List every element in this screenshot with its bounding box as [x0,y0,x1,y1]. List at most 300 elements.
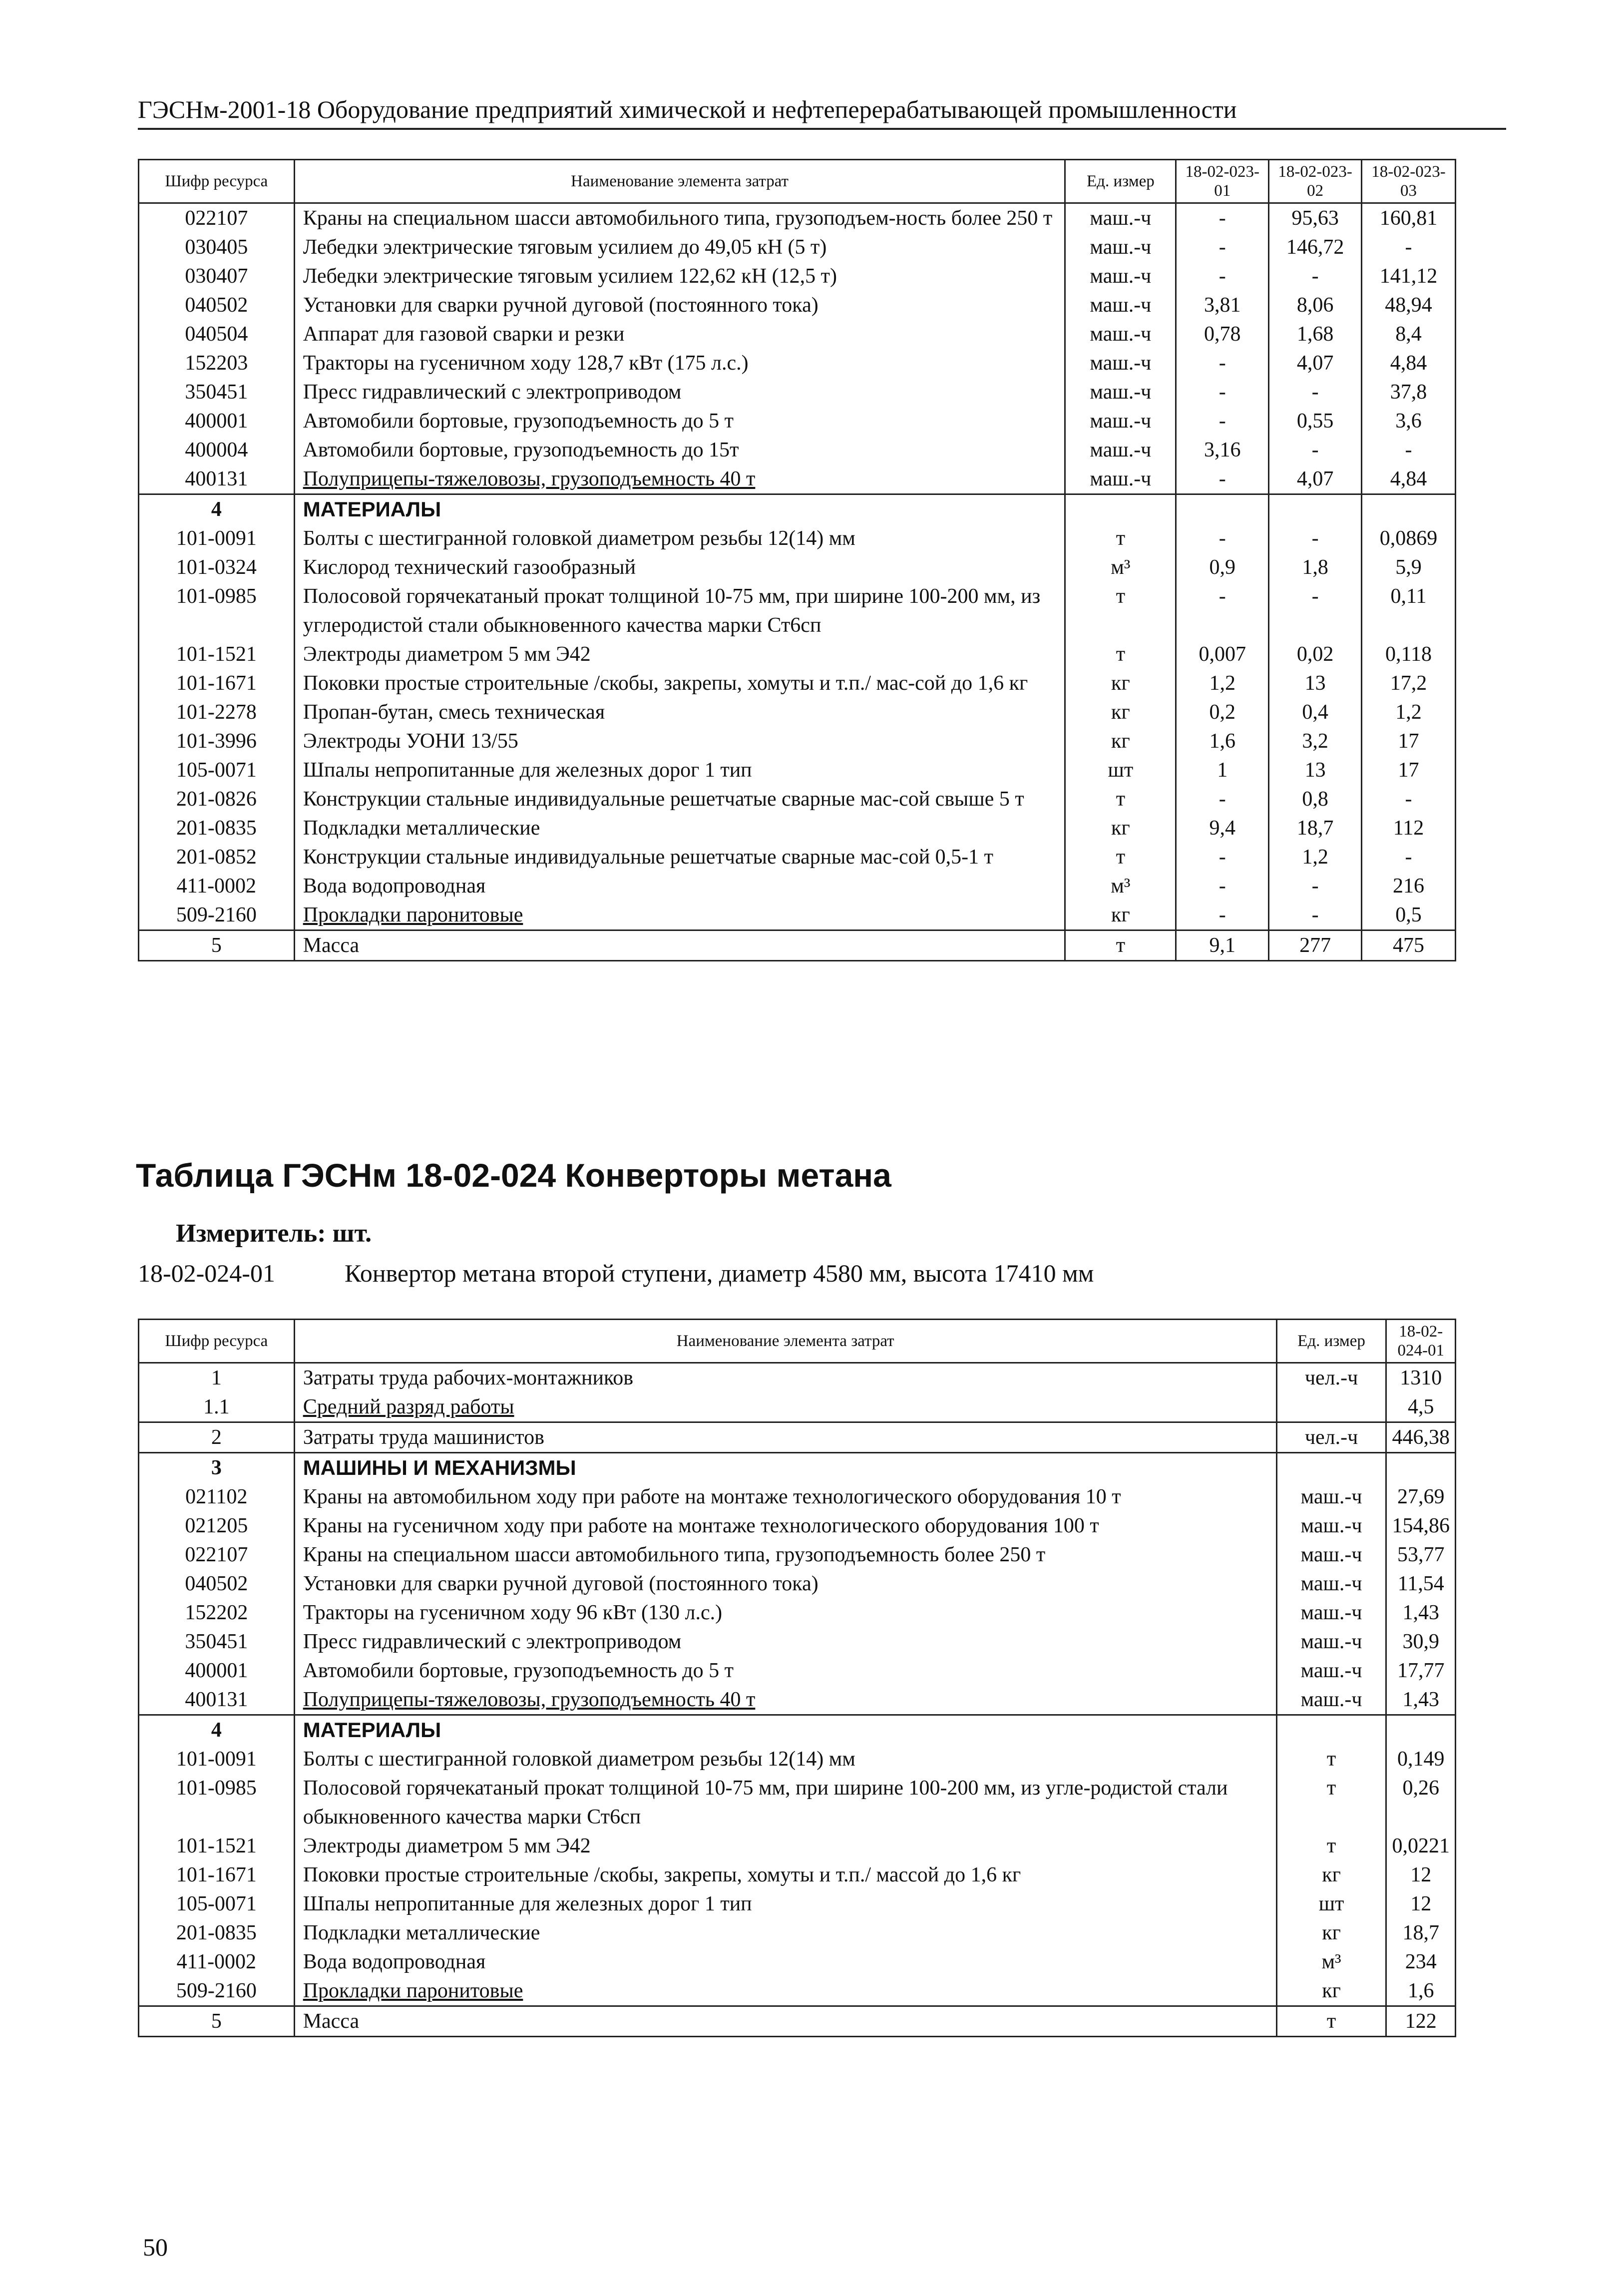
table-row [139,553,1456,582]
resource-code: 040502 [139,291,295,320]
table-title: Таблица ГЭСНм 18-02-024 Конверторы метана [136,1157,891,1194]
measure-unit [176,1219,372,1248]
unit-cell: т [1276,1832,1386,1860]
value-cell: 1,43 [1386,1685,1456,1715]
value-cell: 216 [1362,872,1456,901]
unit-cell: т [1065,582,1176,640]
resource-name: Затраты труда рабочих-монтажников [294,1363,1276,1393]
table-row [139,640,1456,669]
value-cell: 4,07 [1269,464,1362,494]
resource-name: Вода водопроводная [294,872,1065,901]
value-cell: 1,6 [1386,1976,1456,2006]
resource-name: Электроды диаметром 5 мм Э42 [294,640,1065,669]
table-row [139,1569,1456,1598]
column-header-code: Шифр ресурса [139,160,295,203]
unit-cell: шт [1065,756,1176,785]
value-cell: 53,77 [1386,1540,1456,1569]
value-cell: 12 [1386,1860,1456,1889]
value-cell: - [1269,582,1362,640]
table-row [139,756,1456,785]
value-cell: - [1176,582,1269,640]
resource-code: 201-0826 [139,785,295,814]
unit-cell: маш.-ч [1276,1482,1386,1511]
resource-code: 201-0835 [139,814,295,843]
resource-name: Болты с шестигранной головкой диаметром резьбы 12(14) мм [294,524,1065,553]
unit-cell: маш.-ч [1065,203,1176,233]
table-row [139,1422,1456,1453]
norm-description: Конвертор метана второй ступени, диаметр 4580 мм, высота 17410 мм [345,1259,1094,1287]
unit-cell: чел.-ч [1276,1363,1386,1393]
table-row [139,524,1456,553]
column-header-norm: 18-02-024-01 [1386,1320,1456,1363]
resource-code: 400131 [139,464,295,494]
value-cell: 17,77 [1386,1656,1456,1685]
resource-name: Средний разряд работы [294,1392,1276,1422]
value-cell: 1,6 [1176,727,1269,756]
table-row [139,1774,1456,1832]
table-row [139,1598,1456,1627]
resource-name: Подкладки металлические [294,1918,1276,1947]
value-cell: 141,12 [1362,262,1456,291]
value-cell: - [1176,464,1269,494]
unit-cell: маш.-ч [1276,1569,1386,1598]
value-cell: 0,0869 [1362,524,1456,553]
resource-code: 021205 [139,1511,295,1540]
resource-code: 3 [139,1453,295,1483]
table-row [139,727,1456,756]
resource-code: 030407 [139,262,295,291]
column-header-norm: 18-02-023-03 [1362,160,1456,203]
resource-name: Аппарат для газовой сварки и резки [294,320,1065,349]
value-cell: - [1362,785,1456,814]
resource-code: 101-1671 [139,669,295,698]
resource-code: 411-0002 [139,1947,295,1976]
value-cell: 3,2 [1269,727,1362,756]
table-row [139,1392,1456,1422]
resource-code: 411-0002 [139,872,295,901]
resource-name: Масса [294,930,1065,961]
resource-name: Полосовой горячекатаный прокат толщиной 10-75 мм, при ширине 100-200 мм, из угле-родистой стали обыкновенного качества марки Ст6сп [294,1774,1276,1832]
table-row [139,349,1456,378]
value-cell: 160,81 [1362,203,1456,233]
resource-name: Прокладки паронитовые [294,901,1065,930]
resource-name: Болты с шестигранной головкой диаметром резьбы 12(14) мм [294,1745,1276,1774]
resource-name: МАТЕРИАЛЫ [294,1715,1276,1745]
value-cell: 12 [1386,1889,1456,1918]
resource-code: 101-0985 [139,582,295,640]
resource-code: 400001 [139,1656,295,1685]
table-row [139,378,1456,407]
value-cell: 234 [1386,1947,1456,1976]
value-cell: 446,38 [1386,1422,1456,1453]
resource-code: 400001 [139,407,295,436]
value-cell: 1,2 [1176,669,1269,698]
resource-name: Полосовой горячекатаный прокат толщиной 10-75 мм, при ширине 100-200 мм, из углеродистой стали обыкновенного качества марки Ст6сп [294,582,1065,640]
value-cell: 18,7 [1269,814,1362,843]
column-header-name: Наименование элемента затрат [294,1320,1276,1363]
page-number: 50 [143,2233,168,2261]
resource-code: 022107 [139,1540,295,1569]
value-cell: 0,4 [1269,698,1362,727]
unit-cell: кг [1276,1976,1386,2006]
resource-code: 105-0071 [139,1889,295,1918]
table-row [139,1860,1456,1889]
value-cell: 0,02 [1269,640,1362,669]
value-cell: - [1362,436,1456,464]
value-cell: - [1269,872,1362,901]
resource-name: Краны на специальном шасси автомобильного типа, грузоподъемность более 250 т [294,1540,1276,1569]
value-cell: - [1269,524,1362,553]
value-cell: 0,8 [1269,785,1362,814]
table-row [139,1976,1456,2006]
value-cell: 18,7 [1386,1918,1456,1947]
value-cell: 0,11 [1362,582,1456,640]
value-cell: 0,2 [1176,698,1269,727]
value-cell: 1,43 [1386,1598,1456,1627]
table-row [139,843,1456,872]
unit-cell: т [1065,843,1176,872]
unit-cell: кг [1065,727,1176,756]
column-header-norm: 18-02-023-02 [1269,160,1362,203]
resource-name: Электроды диаметром 5 мм Э42 [294,1832,1276,1860]
resource-code: 2 [139,1422,295,1453]
value-cell: 1310 [1386,1363,1456,1393]
value-cell: 0,55 [1269,407,1362,436]
table-row [139,1627,1456,1656]
value-cell: 9,4 [1176,814,1269,843]
value-cell: 17,2 [1362,669,1456,698]
unit-cell [1276,1453,1386,1483]
unit-cell: т [1065,930,1176,961]
unit-cell: м³ [1276,1947,1386,1976]
resource-name: Конструкции стальные индивидуальные решетчатые сварные мас-сой 0,5-1 т [294,843,1065,872]
resource-code: 101-2278 [139,698,295,727]
measure-value: шт. [332,1219,372,1248]
value-cell [1269,494,1362,524]
resource-code: 1 [139,1363,295,1393]
resource-code: 101-1671 [139,1860,295,1889]
resource-code: 040502 [139,1569,295,1598]
unit-cell: чел.-ч [1276,1422,1386,1453]
table-row [139,1511,1456,1540]
table-row [139,1745,1456,1774]
resource-code: 350451 [139,1627,295,1656]
value-cell: 277 [1269,930,1362,961]
resource-name: Тракторы на гусеничном ходу 96 кВт (130 л.с.) [294,1598,1276,1627]
resource-name: Установки для сварки ручной дуговой (постоянного тока) [294,1569,1276,1598]
value-cell: 4,84 [1362,349,1456,378]
resource-code: 030405 [139,233,295,262]
table-row [139,1832,1456,1860]
unit-cell: кг [1065,669,1176,698]
unit-cell: т [1065,524,1176,553]
resource-code: 101-1521 [139,1832,295,1860]
resource-name: Полуприцепы-тяжеловозы, грузоподъемность 40 т [294,464,1065,494]
resource-name: Автомобили бортовые, грузоподъемность до 15т [294,436,1065,464]
unit-cell: маш.-ч [1276,1540,1386,1569]
value-cell: 27,69 [1386,1482,1456,1511]
unit-cell: маш.-ч [1065,436,1176,464]
resource-name: Установки для сварки ручной дуговой (постоянного тока) [294,291,1065,320]
resource-name: Прокладки паронитовые [294,1976,1276,2006]
table-row [139,872,1456,901]
resource-code: 152202 [139,1598,295,1627]
unit-cell [1065,494,1176,524]
table-row [139,814,1456,843]
value-cell: 4,5 [1386,1392,1456,1422]
resource-name: Автомобили бортовые, грузоподъемность до 5 т [294,1656,1276,1685]
value-cell: 9,1 [1176,930,1269,961]
table-row [139,436,1456,464]
unit-cell: маш.-ч [1276,1511,1386,1540]
unit-cell: кг [1276,1918,1386,1947]
resource-name: Краны на специальном шасси автомобильного типа, грузоподъем-ность более 250 т [294,203,1065,233]
resource-name: Тракторы на гусеничном ходу 128,7 кВт (175 л.с.) [294,349,1065,378]
resource-code: 022107 [139,203,295,233]
table-row [139,320,1456,349]
resource-code: 101-0091 [139,524,295,553]
unit-cell: маш.-ч [1065,464,1176,494]
unit-cell [1276,1392,1386,1422]
unit-cell: кг [1065,814,1176,843]
value-cell: - [1176,524,1269,553]
value-cell [1386,1715,1456,1745]
resource-name: Краны на гусеничном ходу при работе на монтаже технологического оборудования 100 т [294,1511,1276,1540]
value-cell: - [1176,785,1269,814]
column-header-norm: 18-02-023-01 [1176,160,1269,203]
value-cell: 475 [1362,930,1456,961]
table-row [139,464,1456,494]
column-header-code: Шифр ресурса [139,1320,295,1363]
norm-code: 18-02-024-01 [138,1259,275,1287]
value-cell: 48,94 [1362,291,1456,320]
value-cell: 3,6 [1362,407,1456,436]
resource-name: Пресс гидравлический с электроприводом [294,378,1065,407]
resource-code: 350451 [139,378,295,407]
table-row [139,203,1456,233]
column-header-name: Наименование элемента затрат [294,160,1065,203]
value-cell: 0,118 [1362,640,1456,669]
unit-cell: маш.-ч [1065,233,1176,262]
table-body [139,1363,1456,2037]
resource-name: Краны на автомобильном ходу при работе на монтаже технологического оборудования 10 т [294,1482,1276,1511]
value-cell: 37,8 [1362,378,1456,407]
value-cell: 1,68 [1269,320,1362,349]
value-cell: - [1176,872,1269,901]
resource-code: 400131 [139,1685,295,1715]
resource-name: Автомобили бортовые, грузоподъемность до 5 т [294,407,1065,436]
table-header-row [139,1320,1456,1363]
resource-name: МАТЕРИАЛЫ [294,494,1065,524]
resource-name: Затраты труда машинистов [294,1422,1276,1453]
resource-name: Подкладки металлические [294,814,1065,843]
resource-code: 509-2160 [139,901,295,930]
resource-code: 1.1 [139,1392,295,1422]
measure-label: Измеритель: [176,1219,326,1248]
value-cell: 1,8 [1269,553,1362,582]
resource-name: Конструкции стальные индивидуальные решетчатые сварные мас-сой свыше 5 т [294,785,1065,814]
unit-cell: т [1276,2006,1386,2037]
value-cell: - [1362,233,1456,262]
resource-name: Пресс гидравлический с электроприводом [294,1627,1276,1656]
resource-name: Лебедки электрические тяговым усилием 122,62 кН (12,5 т) [294,262,1065,291]
value-cell: - [1269,436,1362,464]
value-cell: - [1176,233,1269,262]
table-row [139,291,1456,320]
table-row [139,901,1456,930]
table-row [139,1685,1456,1715]
resource-code: 101-3996 [139,727,295,756]
value-cell: 5,9 [1362,553,1456,582]
resource-code: 101-1521 [139,640,295,669]
table-row [139,2006,1456,2037]
resource-code: 4 [139,494,295,524]
resource-code: 021102 [139,1482,295,1511]
value-cell: 0,78 [1176,320,1269,349]
value-cell: 154,86 [1386,1511,1456,1540]
table-row [139,1715,1456,1745]
table-row [139,930,1456,961]
unit-cell: т [1276,1774,1386,1832]
resource-code: 040504 [139,320,295,349]
unit-cell: кг [1276,1860,1386,1889]
table-row [139,698,1456,727]
value-cell [1362,494,1456,524]
unit-cell: маш.-ч [1276,1656,1386,1685]
value-cell: 11,54 [1386,1569,1456,1598]
value-cell: 13 [1269,669,1362,698]
unit-cell: т [1276,1745,1386,1774]
value-cell: - [1269,901,1362,930]
value-cell: 4,84 [1362,464,1456,494]
resource-name: Вода водопроводная [294,1947,1276,1976]
value-cell: 8,4 [1362,320,1456,349]
table-header-row [139,160,1456,203]
value-cell: - [1176,349,1269,378]
column-header-unit: Ед. измер [1276,1320,1386,1363]
value-cell: 1,2 [1269,843,1362,872]
value-cell: 0,9 [1176,553,1269,582]
table-row [139,1656,1456,1685]
unit-cell: м³ [1065,872,1176,901]
value-cell: 0,0221 [1386,1832,1456,1860]
value-cell: 0,5 [1362,901,1456,930]
table-body [139,203,1456,961]
value-cell: 3,81 [1176,291,1269,320]
resource-code: 101-0324 [139,553,295,582]
table-row [139,1889,1456,1918]
value-cell: 122 [1386,2006,1456,2037]
value-cell: - [1176,843,1269,872]
resource-code: 152203 [139,349,295,378]
resource-code: 509-2160 [139,1976,295,2006]
resource-code: 105-0071 [139,756,295,785]
table-row [139,407,1456,436]
table-row [139,1918,1456,1947]
unit-cell: т [1065,640,1176,669]
resource-name: Электроды УОНИ 13/55 [294,727,1065,756]
resource-code: 101-0985 [139,1774,295,1832]
unit-cell: маш.-ч [1065,349,1176,378]
value-cell: 17 [1362,756,1456,785]
resources-table-18-02-024 [138,1319,1456,2037]
unit-cell: т [1065,785,1176,814]
value-cell: 0,26 [1386,1774,1456,1832]
resource-code: 5 [139,2006,295,2037]
table-row [139,785,1456,814]
value-cell: 4,07 [1269,349,1362,378]
table-row [139,1453,1456,1483]
value-cell: 30,9 [1386,1627,1456,1656]
table-row [139,1482,1456,1511]
value-cell: - [1269,262,1362,291]
table-row [139,669,1456,698]
value-cell: - [1176,203,1269,233]
resource-code: 201-0835 [139,1918,295,1947]
resource-name: Лебедки электрические тяговым усилием до 49,05 кН (5 т) [294,233,1065,262]
table-row [139,1540,1456,1569]
value-cell: 1 [1176,756,1269,785]
table-row [139,494,1456,524]
resources-table-18-02-023 [138,159,1456,961]
value-cell: 13 [1269,756,1362,785]
resource-name: Масса [294,2006,1276,2037]
value-cell: 146,72 [1269,233,1362,262]
value-cell [1386,1453,1456,1483]
resource-name: Кислород технический газообразный [294,553,1065,582]
unit-cell: маш.-ч [1065,262,1176,291]
unit-cell: маш.-ч [1276,1598,1386,1627]
table-row [139,1363,1456,1393]
resource-name: Шпалы непропитанные для железных дорог 1 тип [294,756,1065,785]
unit-cell: маш.-ч [1065,320,1176,349]
value-cell: 17 [1362,727,1456,756]
value-cell: 1,2 [1362,698,1456,727]
value-cell: - [1176,262,1269,291]
resource-code: 5 [139,930,295,961]
resource-name: Пропан-бутан, смесь техническая [294,698,1065,727]
unit-cell: кг [1065,901,1176,930]
value-cell: 112 [1362,814,1456,843]
unit-cell: маш.-ч [1276,1685,1386,1715]
unit-cell: шт [1276,1889,1386,1918]
value-cell: 95,63 [1269,203,1362,233]
resource-name: Поковки простые строительные /скобы, закрепы, хомуты и т.п./ мас-сой до 1,6 кг [294,669,1065,698]
unit-cell [1276,1715,1386,1745]
value-cell: - [1269,378,1362,407]
resource-code: 400004 [139,436,295,464]
unit-cell: маш.-ч [1065,407,1176,436]
value-cell: 8,06 [1269,291,1362,320]
resource-name: Поковки простые строительные /скобы, закрепы, хомуты и т.п./ массой до 1,6 кг [294,1860,1276,1889]
unit-cell: маш.-ч [1276,1627,1386,1656]
unit-cell: маш.-ч [1065,378,1176,407]
unit-cell: маш.-ч [1065,291,1176,320]
value-cell: 0,149 [1386,1745,1456,1774]
value-cell: 0,007 [1176,640,1269,669]
unit-cell: м³ [1065,553,1176,582]
value-cell: 3,16 [1176,436,1269,464]
table-row [139,262,1456,291]
running-header: ГЭСНм-2001-18 Оборудование предприятий химической и нефтеперерабатывающей промышленности [138,94,1506,130]
resource-code: 101-0091 [139,1745,295,1774]
table-row [139,1947,1456,1976]
value-cell: - [1176,378,1269,407]
value-cell: - [1176,407,1269,436]
resource-code: 4 [139,1715,295,1745]
table-row [139,582,1456,640]
resource-name: Шпалы непропитанные для железных дорог 1 тип [294,1889,1276,1918]
